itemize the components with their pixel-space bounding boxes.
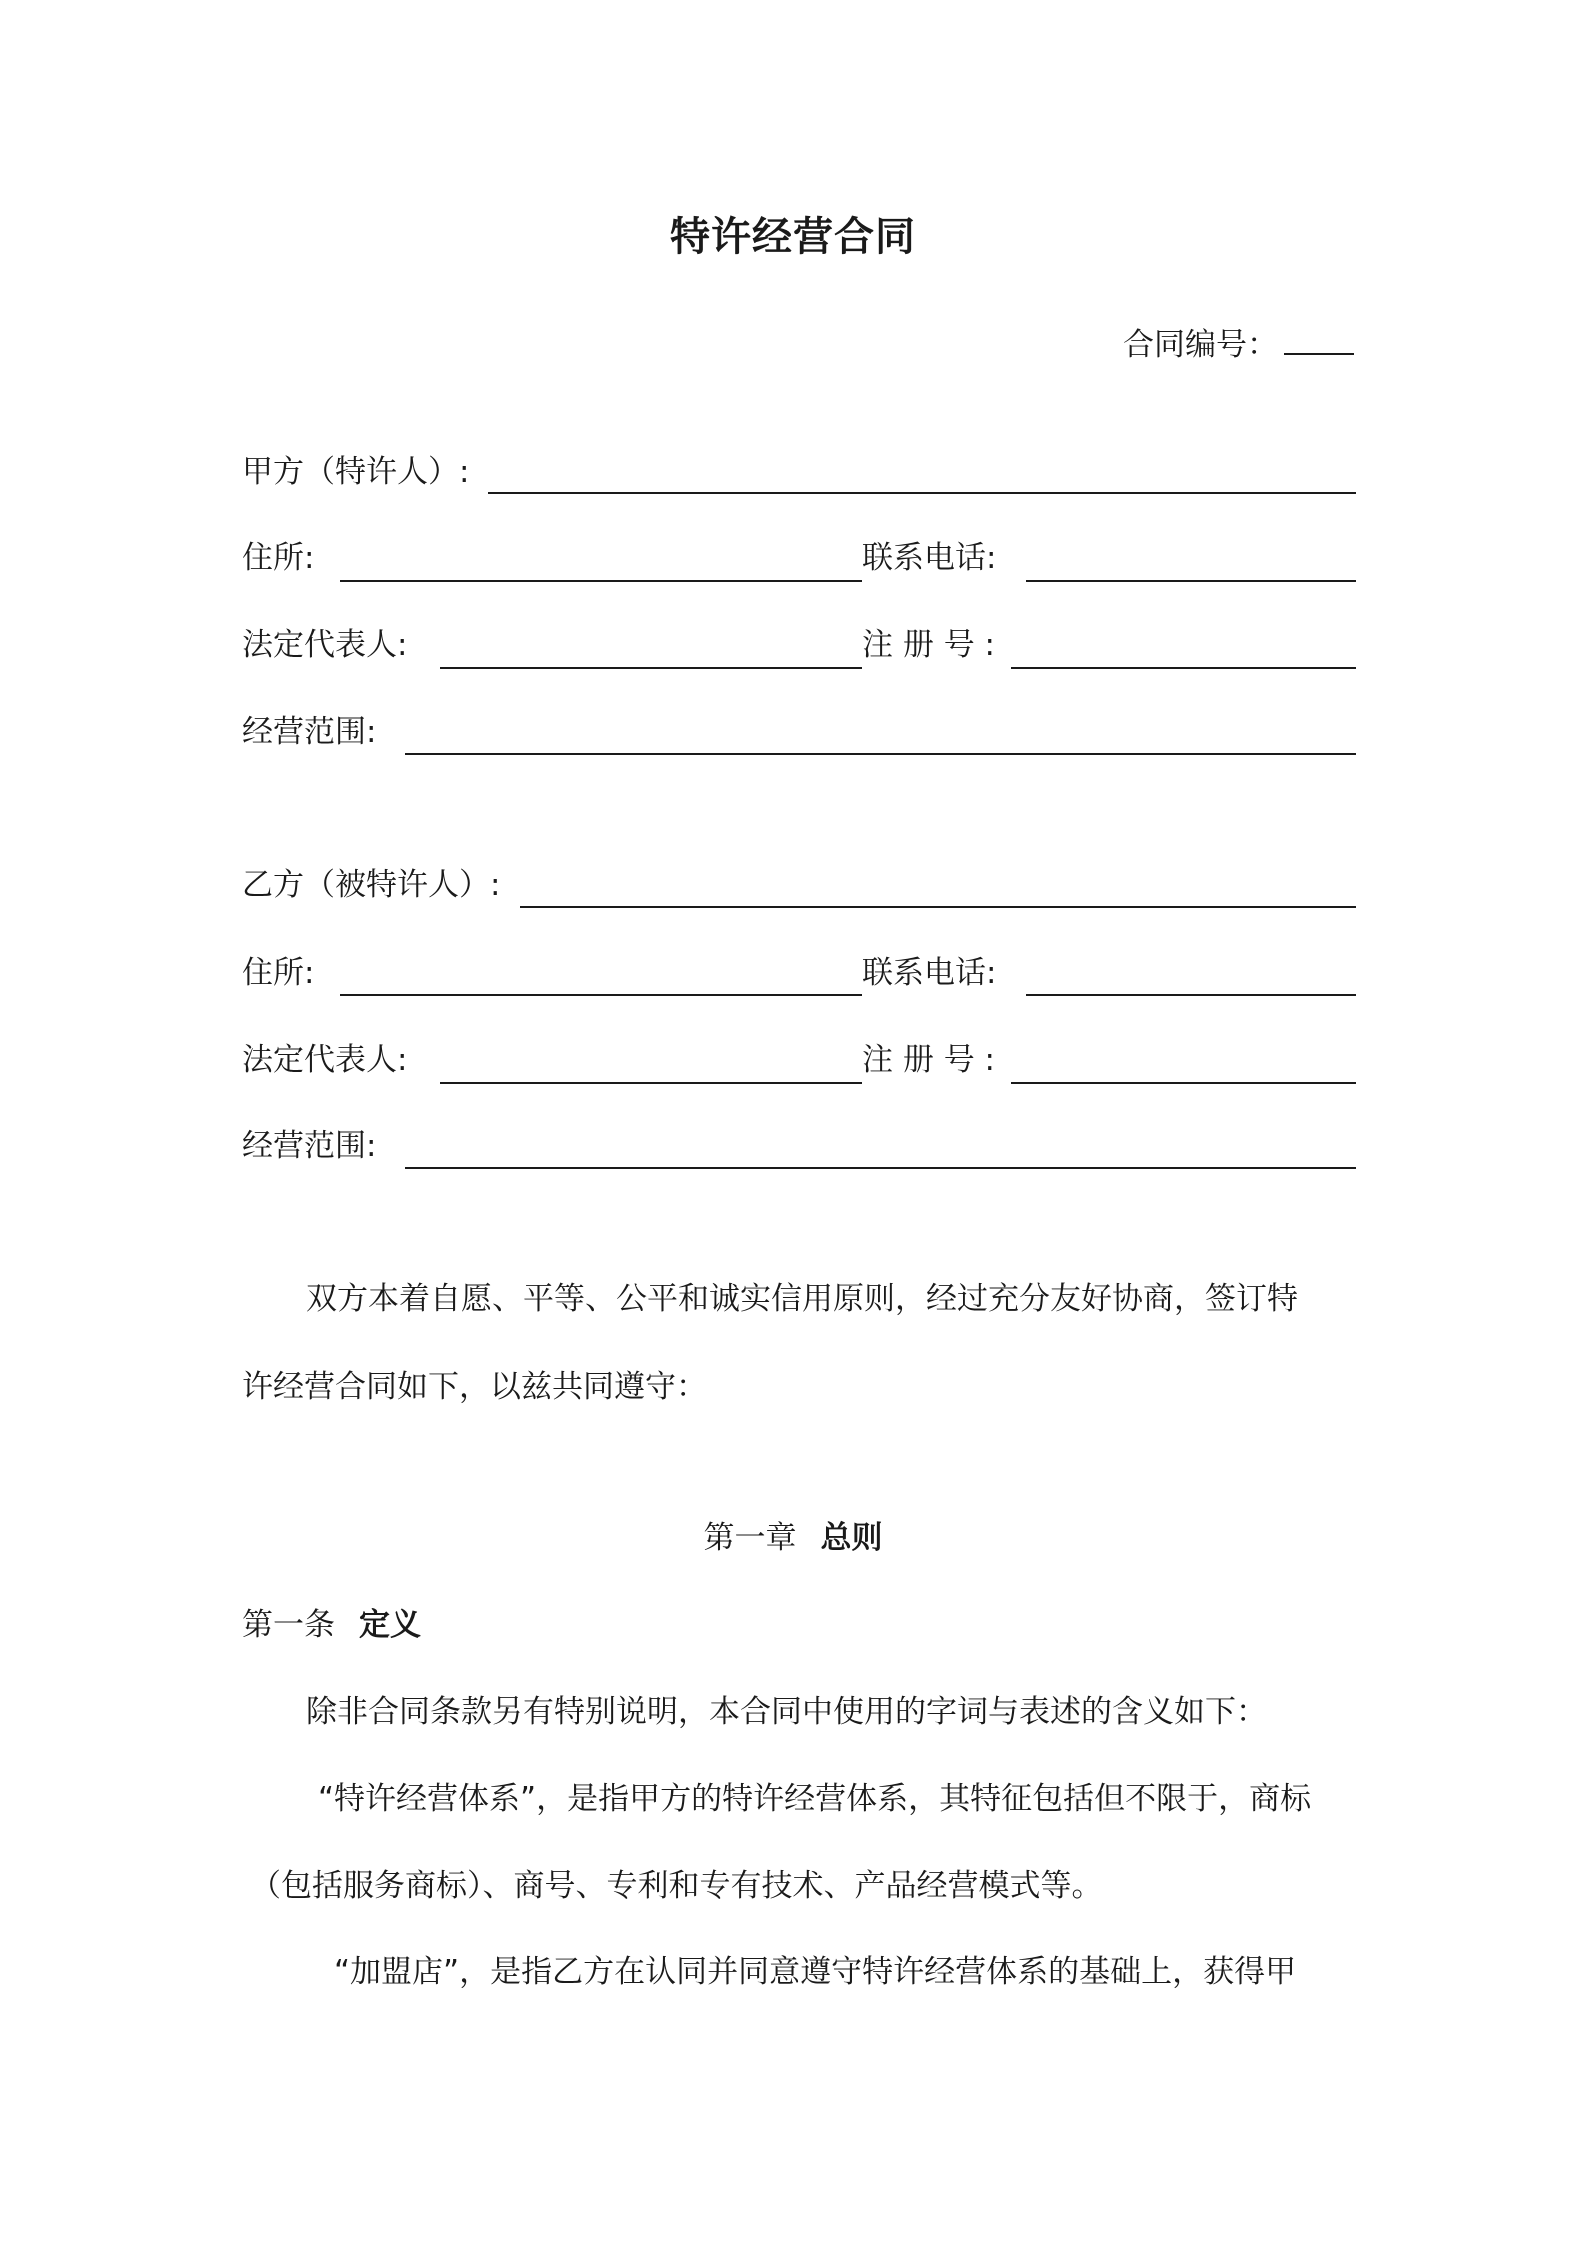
party-b-scope-label: 经营范围: — [242, 1128, 377, 1164]
chapter-number: 第一章 — [703, 1520, 797, 1556]
intro-paragraph-line-2: 许经营合同如下，以兹共同遵守： — [242, 1369, 707, 1405]
party-a-heading: 甲方（特许人）: — [242, 454, 470, 490]
chapter-heading — [0, 1518, 1586, 1558]
definition-1-line-1: “特许经营体系”，是指甲方的特许经营体系，其特征包括但不限于，商标 — [318, 1781, 1312, 1817]
party-a-phone-label: 联系电话: — [862, 540, 997, 576]
party-b-heading: 乙方（被特许人）: — [242, 867, 501, 903]
party-b-phone-field[interactable] — [1026, 994, 1356, 996]
party-a-legal-rep-label: 法定代表人: — [242, 627, 408, 663]
party-a-scope-field[interactable] — [405, 753, 1356, 755]
party-b-reg-no-field[interactable] — [1011, 1082, 1356, 1084]
party-a-reg-no-label: 注 册 号 : — [862, 627, 996, 663]
contract-number — [1123, 325, 1354, 365]
party-a-reg-no-field[interactable] — [1011, 667, 1356, 669]
party-b-address-label: 住所: — [242, 955, 315, 991]
party-b-scope-field[interactable] — [405, 1167, 1356, 1169]
article-heading — [242, 1605, 421, 1645]
contract-number-blank[interactable] — [1284, 325, 1354, 355]
party-a-scope-label: 经营范围: — [242, 714, 377, 750]
definition-1-line-2: （包括服务商标）、商号、专利和专有技术、产品经营模式等。 — [250, 1868, 1103, 1904]
party-a-name-field[interactable] — [488, 492, 1356, 494]
definitions-intro: 除非合同条款另有特别说明，本合同中使用的字词与表述的含义如下： — [306, 1694, 1267, 1730]
intro-paragraph-line-1: 双方本着自愿、平等、公平和诚实信用原则，经过充分友好协商，签订特 — [306, 1281, 1298, 1317]
party-b-legal-rep-label: 法定代表人: — [242, 1042, 408, 1078]
party-b-name-field[interactable] — [520, 906, 1356, 908]
article-name: 定义 — [359, 1607, 421, 1643]
party-b-phone-label: 联系电话: — [862, 955, 997, 991]
document-title: 特许经营合同 — [670, 214, 916, 260]
article-number: 第一条 — [242, 1607, 335, 1643]
definition-2-line-1: “加盟店”，是指乙方在认同并同意遵守特许经营体系的基础上，获得甲 — [334, 1954, 1297, 1990]
party-a-phone-field[interactable] — [1026, 580, 1356, 582]
party-b-address-field[interactable] — [340, 994, 862, 996]
party-a-address-label: 住所: — [242, 540, 315, 576]
party-a-legal-rep-field[interactable] — [440, 667, 862, 669]
chapter-name: 总则 — [820, 1520, 883, 1556]
party-a-address-field[interactable] — [340, 580, 862, 582]
contract-number-label: 合同编号： — [1123, 327, 1278, 363]
party-b-legal-rep-field[interactable] — [440, 1082, 862, 1084]
party-b-reg-no-label: 注 册 号 : — [862, 1042, 996, 1078]
